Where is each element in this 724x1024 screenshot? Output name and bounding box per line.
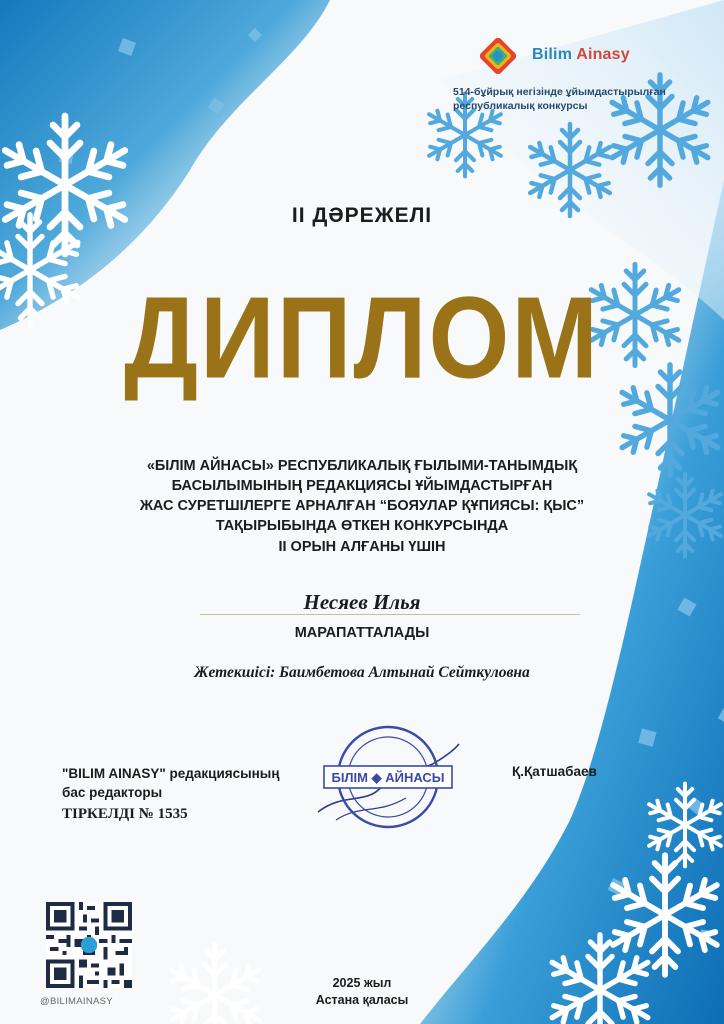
award-description-line: II ОРЫН АЛҒАНЫ ҮШІН [278, 538, 446, 555]
award-verb: МАРАПАТТАЛАДЫ [294, 625, 430, 641]
brand-word-ainasy: Ainasy [576, 46, 630, 63]
recipient-name: Несяев Илья [303, 590, 421, 614]
issue-year-city [0, 975, 724, 1009]
contest-subtitle [453, 86, 715, 113]
recipient-underline [200, 614, 580, 615]
bilim-ainasy-logo-icon [480, 38, 516, 74]
degree-heading: II ДӘРЕЖЕЛІ [291, 204, 433, 227]
award-description-line: БАСЫЛЫМЫНЫҢ РЕДАКЦИЯСЫ ҰЙЫМДАСТЫРҒАН [171, 478, 553, 495]
signer-name: Қ.Қатшабаев [512, 764, 597, 779]
social-handle: @BILIMAINASY [40, 996, 113, 1007]
issue-year: 2025 жыл [332, 976, 392, 990]
issue-city: Астана қаласы [315, 992, 409, 1007]
stamp-text: БІЛІМ ◆ АЙНАСЫ [331, 770, 445, 785]
award-description-line: ТАҚЫРЫБЫНДА ӨТКЕН КОНКУРСЫНДА [215, 518, 509, 535]
editor-title [62, 764, 280, 802]
diploma-title: ДИПЛОМ [123, 273, 601, 404]
official-stamp-icon [316, 720, 461, 835]
registration-number: ТІРКЕЛДІ № 1535 [62, 806, 188, 822]
supervisor-line: Жетекшісі: Баимбетова Алтынай Сейткуловна [194, 664, 530, 681]
brand-name [532, 46, 630, 64]
award-description [70, 456, 654, 557]
award-description-line: «БІЛІМ АЙНАСЫ» РЕСПУБЛИКАЛЫҚ ҒЫЛЫМИ-ТАНЫМДЫҚ [146, 458, 578, 474]
brand-word-bilim: Bilim [532, 46, 573, 63]
editor-title-line-2: бас редакторы [62, 785, 163, 801]
contest-subtitle-line-1: 514-бұйрық негізінде ұйымдастырылған [453, 86, 666, 98]
contest-subtitle-line-2: республикалық конкурсы [453, 99, 588, 112]
editor-title-line-1: "BILIM AINASY" редакциясының [62, 766, 280, 781]
award-description-line: ЖАС СУРЕТШІЛЕРГЕ АРНАЛҒАН “БОЯУЛАР ҚҰПИЯСЫ: ҚЫС” [139, 498, 585, 515]
